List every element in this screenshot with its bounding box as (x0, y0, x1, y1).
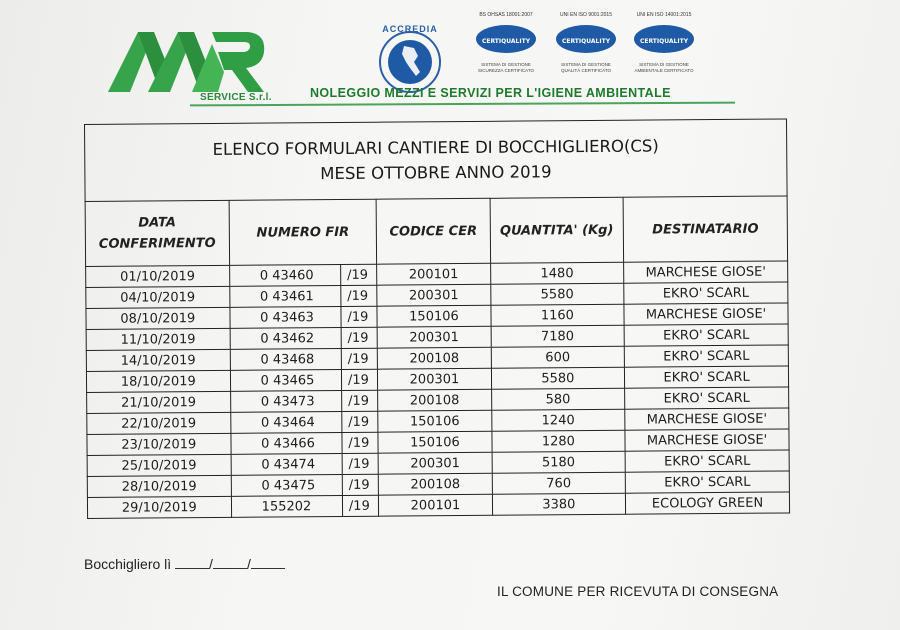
certiquality-seal-icon (555, 24, 617, 54)
cell-numero-fir: 0 43473 (230, 390, 341, 412)
table-row (87, 492, 789, 519)
cell-date: 04/10/2019 (86, 286, 230, 308)
cell-quantita: 1160 (491, 304, 625, 326)
cell-fir-suffix: /19 (341, 369, 378, 390)
certiquality-seal-icon (633, 24, 695, 54)
certiquality-seal-icon (475, 24, 537, 54)
cell-date: 21/10/2019 (87, 391, 231, 413)
table-body (86, 261, 790, 519)
cell-numero-fir: 0 43465 (230, 369, 341, 391)
date-day-blank[interactable] (175, 556, 209, 569)
cell-quantita: 5180 (492, 451, 626, 473)
cert-seal-text: CERTIQUALITY (561, 38, 611, 45)
cell-destinatario: MARCHESE GIOSE' (624, 303, 788, 325)
date-year-blank[interactable] (251, 556, 285, 569)
cell-codice-cer: 200101 (377, 263, 490, 285)
cell-quantita: 7180 (491, 325, 625, 347)
cert-standard: UNI EN ISO 14001:2015 (636, 12, 692, 18)
col-header-codice-cer: CODICE CER (376, 198, 490, 264)
cell-codice-cer: 150106 (377, 305, 490, 327)
cell-codice-cer: 200101 (379, 494, 492, 516)
cell-destinatario: MARCHESE GIOSE' (624, 261, 788, 283)
cell-fir-suffix: /19 (341, 390, 378, 411)
col-header-numero-fir: NUMERO FIR (229, 199, 377, 265)
receipt-label: IL COMUNE PER RICEVUTA DI CONSEGNA (497, 584, 779, 599)
cert-seal-text: CERTIQUALITY (481, 38, 531, 45)
cell-codice-cer: 200108 (378, 347, 491, 369)
cell-codice-cer: 200108 (379, 473, 492, 495)
cell-destinatario: ECOLOGY GREEN (626, 492, 790, 514)
cell-quantita: 1480 (490, 262, 624, 284)
cell-destinatario: EKRO' SCARL (624, 282, 788, 304)
mar-logo-graphic (108, 22, 268, 94)
cert-standard: UNI EN ISO 9001:2015 (560, 12, 612, 18)
cell-fir-suffix: /19 (342, 474, 379, 495)
col-header-destinatario: DESTINATARIO (623, 196, 787, 262)
cell-date: 08/10/2019 (86, 307, 230, 329)
cell-date: 18/10/2019 (86, 370, 230, 392)
cell-date: 25/10/2019 (87, 454, 231, 476)
cell-destinatario: EKRO' SCARL (624, 345, 788, 367)
date-month-blank[interactable] (213, 556, 247, 569)
cert-caption: SISTEMA DI GESTIONE SICUREZZA CERTIFICATO (477, 62, 534, 73)
cell-date: 14/10/2019 (86, 349, 230, 371)
company-tagline: NOLEGGIO MEZZI E SERVIZI PER L'IGIENE AMBIENTALE (310, 86, 671, 100)
company-logo (108, 22, 283, 112)
cell-numero-fir: 0 43464 (230, 411, 341, 433)
accredia-seal (374, 22, 446, 94)
cell-codice-cer: 200301 (377, 284, 490, 306)
cell-codice-cer: 200301 (378, 452, 491, 474)
cell-numero-fir: 0 43463 (230, 306, 341, 328)
cell-fir-suffix: /19 (341, 285, 378, 306)
cell-date: 29/10/2019 (87, 496, 231, 518)
cell-date: 28/10/2019 (87, 475, 231, 497)
cell-fir-suffix: /19 (342, 495, 379, 516)
cell-codice-cer: 150106 (378, 431, 491, 453)
date-separator: / (246, 556, 251, 572)
cell-date: 22/10/2019 (87, 412, 231, 434)
cell-codice-cer: 200301 (378, 368, 491, 390)
table-header-row (85, 196, 787, 267)
cell-fir-suffix: /19 (342, 453, 379, 474)
cell-fir-suffix: /19 (341, 348, 378, 369)
col-header-data: DATA CONFERIMENTO (85, 200, 229, 266)
cert-caption: SISTEMA DI GESTIONE QUALITÀ CERTIFICATO (560, 62, 611, 73)
cell-destinatario: MARCHESE GIOSE' (625, 408, 789, 430)
cell-codice-cer: 200301 (377, 326, 490, 348)
col-header-quantita: QUANTITA' (Kg) (490, 197, 624, 263)
cell-quantita: 600 (491, 346, 625, 368)
cert-standard: BS OHSAS 18001:2007 (479, 12, 533, 18)
date-separator: / (209, 556, 213, 572)
cell-destinatario: EKRO' SCARL (625, 366, 789, 388)
cell-numero-fir: 0 43468 (230, 348, 341, 370)
cell-numero-fir: 0 43474 (231, 453, 342, 475)
title-line-2: MESE OTTOBRE ANNO 2019 (320, 162, 552, 184)
cell-destinatario: EKRO' SCARL (625, 450, 789, 472)
title-line-1: ELENCO FORMULARI CANTIERE DI BOCCHIGLIERO(CS) (212, 136, 659, 159)
cert-ohsas (466, 12, 546, 92)
cell-destinatario: EKRO' SCARL (624, 324, 788, 346)
cell-date: 01/10/2019 (86, 265, 230, 287)
cell-numero-fir: 155202 (231, 495, 342, 517)
cell-quantita: 760 (492, 472, 626, 494)
cert-iso14001 (624, 12, 704, 92)
table-title (85, 119, 788, 202)
accredia-label: ACCREDIA (382, 24, 438, 34)
cell-fir-suffix: /19 (341, 264, 378, 285)
cell-quantita: 1280 (492, 430, 626, 452)
cell-destinatario: EKRO' SCARL (625, 387, 789, 409)
cell-fir-suffix: /19 (342, 432, 379, 453)
logo-subtitle: SERVICE S.r.l. (200, 92, 272, 103)
cell-quantita: 5580 (490, 283, 624, 305)
cert-caption: SISTEMA DI GESTIONE AMBIENTALE CERTIFICATO (634, 62, 694, 73)
cell-codice-cer: 150106 (378, 410, 491, 432)
cell-codice-cer: 200108 (378, 389, 491, 411)
cell-fir-suffix: /19 (342, 411, 379, 432)
cell-numero-fir: 0 43460 (229, 264, 340, 286)
cell-quantita: 1240 (491, 409, 625, 431)
cell-numero-fir: 0 43466 (231, 432, 342, 454)
cell-numero-fir: 0 43475 (231, 474, 342, 496)
cell-fir-suffix: /19 (341, 327, 378, 348)
cell-date: 11/10/2019 (86, 328, 230, 350)
cell-date: 23/10/2019 (87, 433, 231, 455)
cell-fir-suffix: /19 (341, 306, 378, 327)
cell-quantita: 580 (491, 388, 625, 410)
place-label: Bocchigliero lì (84, 556, 172, 572)
formulari-table (84, 118, 790, 519)
cell-quantita: 5580 (491, 367, 625, 389)
cell-destinatario: MARCHESE GIOSE' (625, 429, 789, 451)
place-date-line (84, 556, 285, 572)
cert-iso9001 (546, 12, 626, 92)
cell-numero-fir: 0 43462 (230, 327, 341, 349)
cell-destinatario: EKRO' SCARL (625, 471, 789, 493)
cert-seal-text: CERTIQUALITY (639, 38, 689, 45)
cell-numero-fir: 0 43461 (229, 285, 340, 307)
cell-quantita: 3380 (492, 493, 626, 515)
